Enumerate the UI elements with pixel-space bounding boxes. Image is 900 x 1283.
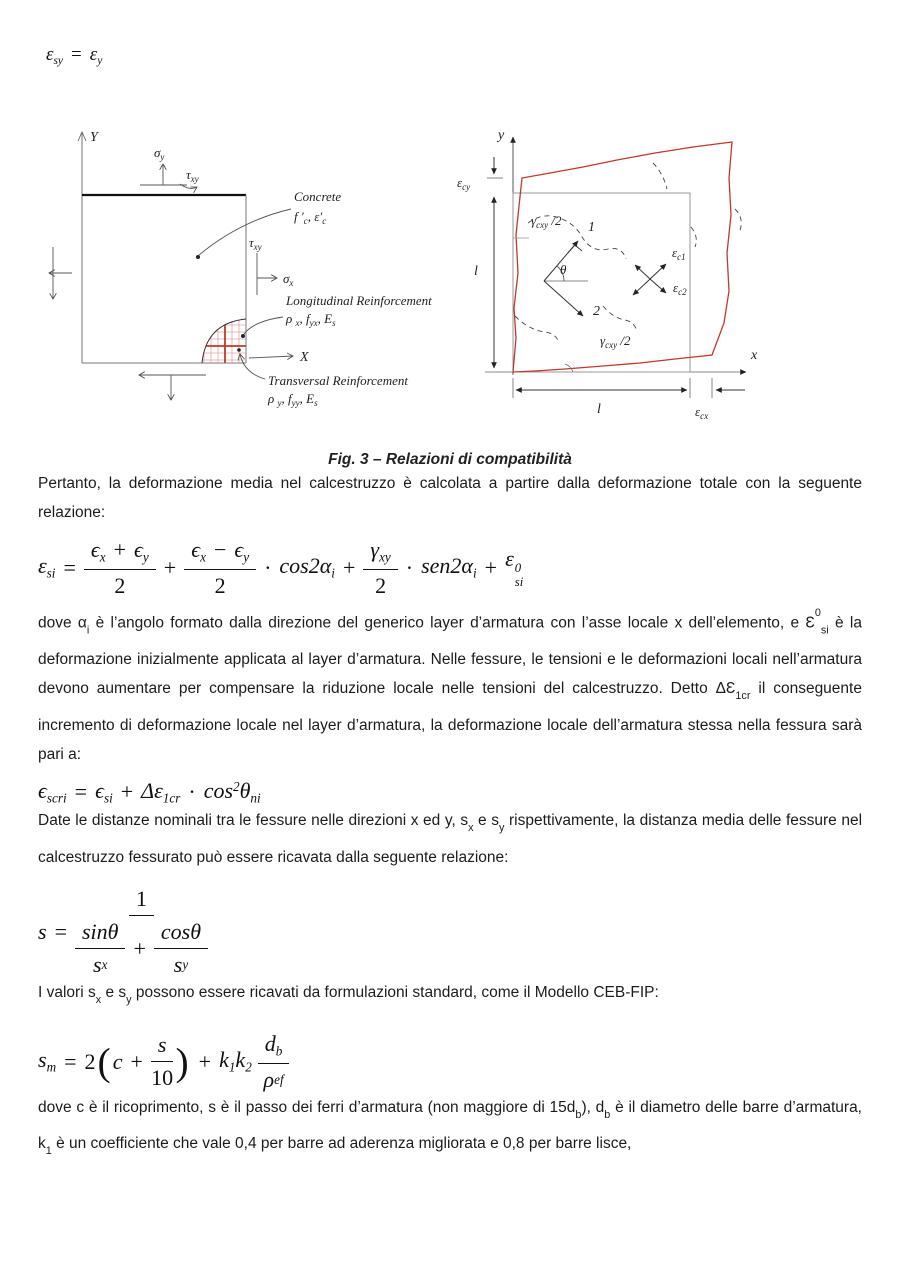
right-angle-marker [568, 245, 582, 253]
math-term: $k_1k_2$ [219, 1047, 252, 1076]
equals-sign: = [74, 779, 88, 805]
fraction: $d_b$ ρ ef [258, 1031, 290, 1093]
math-term: $\varepsilon_y$ [89, 44, 103, 67]
text-segment: b [604, 1108, 611, 1121]
math-term: c [112, 1048, 123, 1074]
fraction: sinθ s x [75, 919, 125, 978]
text-segment: x [95, 993, 102, 1006]
dot-operator: · [264, 554, 272, 580]
open-paren: ( [97, 1039, 111, 1084]
math-term: $\cos^2\theta_{ni}$ [203, 777, 261, 806]
text-segment: è un coefficiente che vale 0,4 per barre ad aderenza migliorata e 0,8 per barre lisce, [51, 1135, 632, 1153]
dot-operator: · [188, 779, 196, 805]
label-eps-c2: $\varepsilon_{c2}$ [673, 279, 687, 297]
plus-sign: + [120, 779, 134, 805]
paragraph-parameters [38, 1093, 862, 1167]
label-transversal: Transversal Reinforcement [268, 372, 408, 388]
math-term: ε 0 si [505, 546, 524, 589]
fraction: $\frac{\gamma_{xy}}{2}$ [363, 537, 397, 599]
label-axis-x: x [751, 347, 758, 363]
text-segment: dove c è il ricoprimento, s è il passo dei ferri d’armatura (non maggiore di 15d [38, 1098, 576, 1116]
text-segment: 0 [814, 606, 821, 619]
fraction: $\frac{s}{10}$ [151, 1032, 174, 1091]
text-segment: rispettivamente, la distanza media delle fessure nel calcestruzzo fessurato può essere ricavata dalla seguente relazione: [38, 812, 863, 867]
equals-sign: = [54, 919, 67, 945]
strain-compatibility-diagram [445, 123, 775, 423]
text-segment: si [820, 623, 829, 636]
equation-eps-sy [46, 44, 862, 67]
label-concrete-props: f $'_c$, $\varepsilon'_c$ [294, 208, 327, 226]
label-tau-xy-right: $\tau_{xy}$ [249, 234, 262, 252]
text-segment: Pertanto, la deformazione media nel calcestruzzo è calcolata a partire dalla deformazione totale con la seguente relazione: [38, 474, 862, 521]
text-segment: e s [101, 984, 127, 1002]
plus-sign: + [130, 1048, 143, 1074]
label-sigma-y: $\sigma_y$ [154, 144, 165, 162]
math-term: $\epsilon_{scri}$ [38, 777, 67, 806]
plus-sign: + [484, 554, 498, 580]
text-segment: b [575, 1108, 582, 1121]
stress-element-diagram [40, 123, 445, 423]
text-segment: dove α [38, 614, 87, 632]
math-term: $s_m$ [38, 1047, 57, 1076]
equals-sign: = [64, 1048, 77, 1074]
text-segment: il conseguente incremento di deformazione locale nel layer d’armatura, la deformazione locale dell’armatura stessa nella fessura sarà pari a: [38, 679, 862, 763]
label-l-bottom: l [597, 401, 601, 417]
close-paren: ) [175, 1039, 189, 1084]
label-l-left: l [474, 263, 478, 279]
crack-lines [515, 163, 741, 342]
paragraph-crack-spacing [38, 806, 862, 872]
math-term: s [38, 919, 47, 945]
plus-sign: + [133, 935, 146, 961]
text-segment: possono essere ricavati da formulazioni standard, come il Modello CEB-FIP: [131, 984, 659, 1002]
label-gamma-top: $\gamma_{cxy}$ /2 [531, 212, 562, 230]
label-transversal-props: ρ $_y$, $f_{yy}$, $E_s$ [268, 390, 318, 408]
label-gamma-bottom: $\gamma_{cxy}$ /2 [600, 332, 631, 350]
fraction: 1 sinθ s x + cosθ s y [75, 886, 208, 978]
text-segment: Ɛ [805, 614, 815, 632]
label-eps-c1: $\varepsilon_{c1}$ [672, 244, 686, 262]
fraction: $\frac{\epsilon_x + \epsilon_y}{2}$ [84, 537, 156, 599]
text-segment: x [468, 822, 474, 835]
text-segment: y [499, 822, 505, 835]
plus-sign: + [163, 554, 177, 580]
text-segment: e s [473, 812, 499, 830]
equation-mean-crack-spacing [38, 886, 862, 978]
paragraph-alpha-definition [38, 599, 862, 769]
text-segment: i [86, 623, 90, 636]
label-longitudinal-props: ρ $_x$, $f_{yx}$, $E_s$ [286, 310, 336, 328]
math-term: $sen2\alpha_i$ [421, 553, 477, 582]
math-term: $\Delta\varepsilon_{1cr}$ [141, 777, 181, 806]
label-direction-2: 2 [593, 303, 600, 319]
principal-direction-2 [544, 281, 583, 316]
equation-ceb-fip-spacing [38, 1031, 862, 1093]
equation-mean-concrete-strain [38, 537, 862, 599]
text-segment: ), d [581, 1098, 605, 1116]
label-eps-cx: $\varepsilon_{cx}$ [695, 403, 709, 421]
coefficient: 2 [84, 1048, 96, 1074]
math-term: $\cos 2\alpha_i$ [279, 553, 335, 582]
text-segment: è il diametro delle barre d’armatura, k [38, 1098, 862, 1153]
fraction: $\frac{\epsilon_x - \epsilon_y}{2}$ [184, 537, 256, 599]
equals-sign: = [63, 554, 76, 580]
label-axis-y: y [498, 127, 505, 143]
label-longitudinal: Longitudinal Reinforcement [286, 292, 432, 308]
label-axis-x: X [300, 349, 309, 365]
equals-sign: = [71, 44, 82, 66]
paragraph-ceb-fip [38, 978, 862, 1015]
label-eps-cy: $\varepsilon_{cy}$ [457, 174, 471, 192]
text-segment: I valori s [38, 984, 96, 1002]
label-concrete: Concrete [294, 188, 342, 204]
plus-sign: + [342, 554, 356, 580]
label-theta: θ [560, 261, 567, 277]
equation-local-crack-strain [38, 778, 862, 807]
label-tau-xy-top: $\tau_{xy}$ [186, 166, 199, 184]
text-segment: è la deformazione inizialmente applicata al layer d’armatura. Nelle fessure, le tensioni e le deformazioni locali nell’armatura devono aumentare per compensare la riduzione locale nelle tensioni del calcestruzzo. Detto ΔƐ [38, 614, 862, 697]
figure-3 [40, 123, 862, 423]
text-segment: 1 [45, 1145, 52, 1158]
plus-sign: + [198, 1048, 212, 1074]
text-segment: Date le distanze nominali tra le fessure nelle direzioni x ed y, s [38, 812, 469, 830]
math-term: $\epsilon_{si}$ [95, 777, 113, 806]
label-direction-1: 1 [588, 219, 595, 235]
label-axis-y: Y [90, 129, 98, 145]
label-sigma-x: $\sigma_x$ [283, 270, 294, 288]
paragraph-intro [38, 469, 862, 527]
math-term: $\varepsilon_{sy}$ [46, 44, 63, 67]
principal-strain-cross [633, 264, 666, 295]
text-segment: è l’angolo formato dalla direzione del generico layer d’armatura con l’asse locale x dell’elemento, e [89, 614, 806, 632]
fraction: cosθ s y [154, 919, 208, 978]
figure-caption: Fig. 3 – Relazioni di compatibilità [328, 450, 572, 468]
dot-operator: · [405, 554, 414, 580]
text-segment: y [126, 993, 132, 1006]
math-term: $\varepsilon_{si}$ [38, 553, 56, 582]
text-segment: 1cr [735, 689, 751, 702]
